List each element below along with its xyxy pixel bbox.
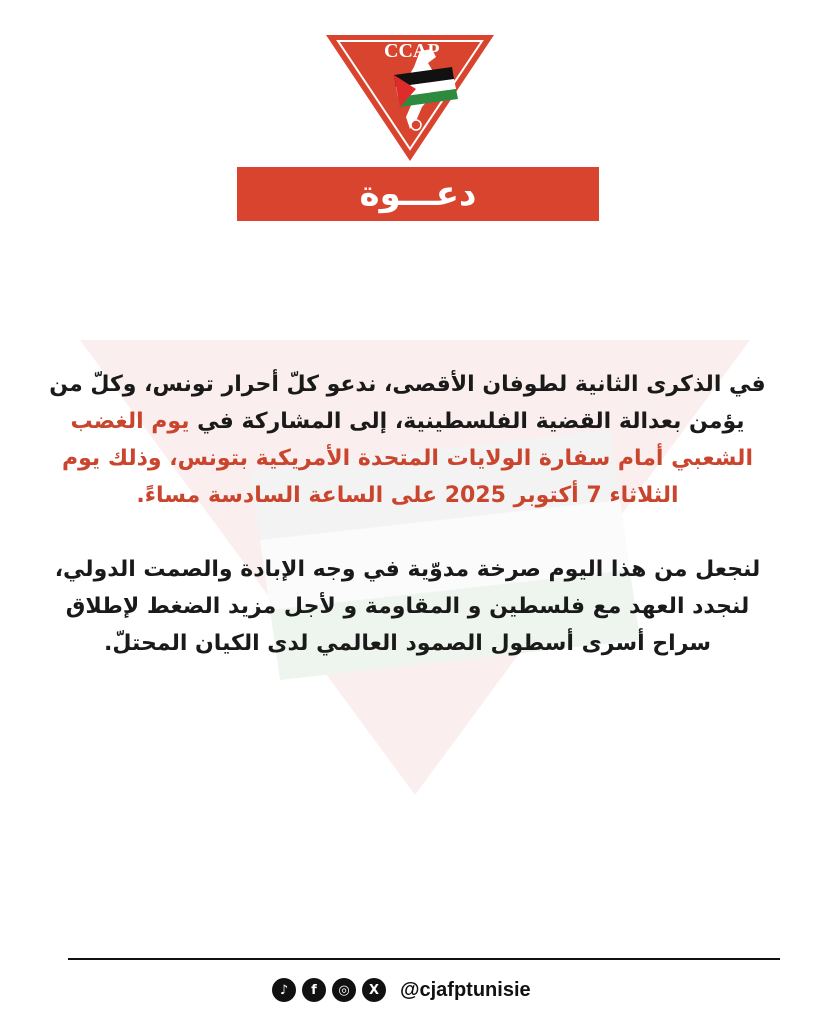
instagram-icon[interactable]: ◎ — [332, 978, 356, 1002]
logo-text: CCAP — [384, 40, 440, 62]
invitation-title: دعـــوة — [359, 174, 477, 214]
invitation-body — [40, 366, 775, 662]
paragraph-purpose: لنجعل من هذا اليوم صرخة مدوّية في وجه الإبادة والصمت الدولي، لنجدد العهد مع فلسطين و المقاومة و لأجل مزيد الضغط لإطلاق سراح أسرى أسطول الصمود العالمي لدى الكيان المحتلّ. — [54, 557, 761, 656]
social-handle[interactable]: @cjafptunisie — [400, 978, 531, 1001]
event-highlight: يوم الغضب الشعبي أمام سفارة الولايات المتحدة الأمريكية بتونس، وذلك يوم الثلاثاء 7 أكتوبر 2025 على الساعة السادسة مساءً. — [62, 409, 753, 508]
ccap-logo — [324, 33, 496, 163]
tiktok-icon[interactable]: ♪ — [272, 978, 296, 1002]
social-footer — [272, 974, 531, 1006]
facebook-icon[interactable]: f — [302, 978, 326, 1002]
paragraph-call — [40, 366, 775, 514]
paragraph-call-text: في الذكرى الثانية لطوفان الأقصى، ندعو كلّ أحرار تونس، وكلّ من يؤمن بعدالة القضية الفلسطينية، إلى المشاركة في — [49, 372, 766, 434]
footer-divider — [68, 958, 780, 960]
x-icon[interactable]: X — [362, 978, 386, 1002]
invitation-title-banner — [237, 167, 599, 221]
